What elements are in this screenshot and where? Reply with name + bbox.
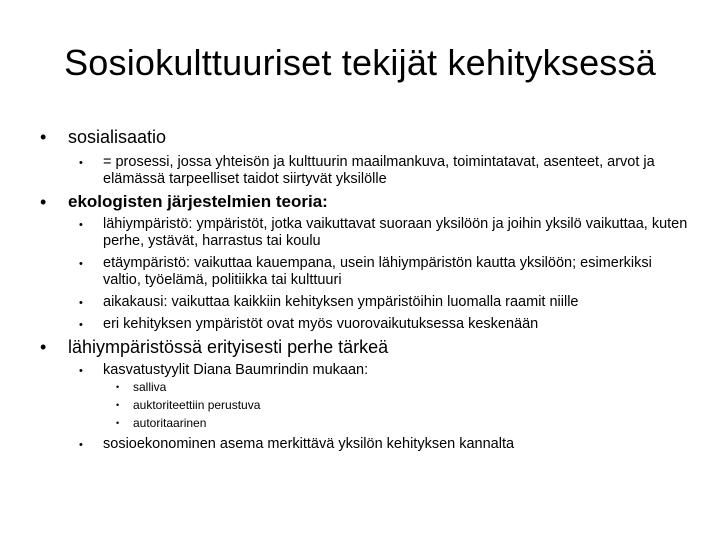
bullet-text: = prosessi, jossa yhteisön ja kulttuurin maailmankuva, toimintatavat, asenteet, arvot ja elämässä tarpeelliset taidot siirtyvät yksilölle (103, 154, 655, 187)
bullet-text: eri kehityksen ympäristöt ovat myös vuorovaikutuksessa keskenään (103, 316, 539, 332)
bullet-marker: • (40, 127, 47, 147)
bullet-text: ekologisten järjestelmien teoria: (68, 192, 328, 211)
bullet-text: auktoriteettiin perustuva (133, 398, 261, 412)
bullet-text: sosioekonominen asema merkittävä yksilön kehityksen kannalta (103, 436, 515, 452)
bullet-marker: • (79, 258, 83, 270)
bullet-text: kasvatustyylit Diana Baumrindin mukaan: (103, 362, 369, 378)
bullet-marker: • (116, 418, 120, 428)
bullet-marker: • (79, 297, 83, 309)
bullet-marker: • (79, 157, 83, 169)
bullet-marker: • (79, 439, 83, 451)
bullet-marker: • (116, 400, 120, 410)
bullet-text: sosialisaatio (68, 127, 167, 147)
bullet-marker: • (79, 365, 83, 377)
bullet-text: etäympäristö: vaikuttaa kauempana, usein lähiympäristön kautta yksilöön; esimerkiksi valtio, työelämä, politiikka tai kulttuuri (103, 255, 652, 288)
bullet-marker: • (40, 337, 47, 357)
slide-title: Sosiokulttuuriset tekijät kehityksessä (64, 42, 656, 83)
bullet-marker: • (116, 382, 120, 392)
bullet-text: lähiympäristössä erityisesti perhe tärkeä (68, 337, 389, 357)
bullet-text: autoritaarinen (133, 416, 207, 430)
bullet-text: aikakausi: vaikuttaa kaikkiin kehityksen ympäristöihin luomalla raamit niille (103, 294, 579, 310)
bullet-text: lähiympäristö: ympäristöt, jotka vaikuttavat suoraan yksilöön ja joihin yksilö vaikuttaa, kuten perhe, ystävät, harrastus tai koulu (103, 216, 688, 249)
bullet-text: salliva (133, 380, 167, 394)
bullet-marker: • (40, 192, 47, 212)
bullet-marker: • (79, 319, 83, 331)
bullet-marker: • (79, 219, 83, 231)
